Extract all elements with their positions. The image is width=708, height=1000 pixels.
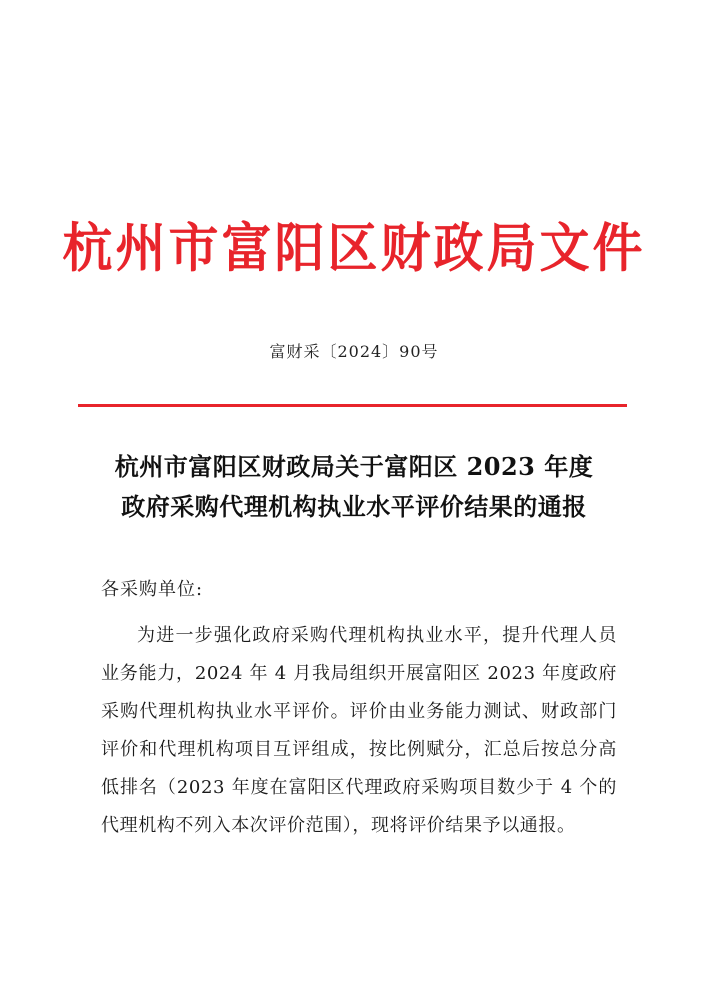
document-number: 富财采〔2024〕90号 <box>269 342 439 361</box>
notice-title-line-2: 政府采购代理机构执业水平评价结果的通报 <box>121 492 587 521</box>
salutation: 各采购单位: <box>101 579 204 600</box>
header-red-divider <box>78 404 627 407</box>
body-paragraph: 为进一步强化政府采购代理机构执业水平，提升代理人员业务能力，2024 年 4 月我局组织开展富阳区 2023 年度政府采购代理机构执业水平评价。评价由业务能力测试、财政部门评价和代理机构项目互评组成，按比例赋分，汇总后按总分高低排名（2023 年度在富阳区代理政府采购项目数少于 4 个的代理机构不列入本次评价范围），现将评价结果予以通报。 <box>101 625 617 836</box>
notice-title-line-1: 杭州市富阳区财政局关于富阳区 2023 年度 <box>114 452 594 481</box>
agency-header-title: 杭州市富阳区财政局文件 <box>62 217 646 279</box>
